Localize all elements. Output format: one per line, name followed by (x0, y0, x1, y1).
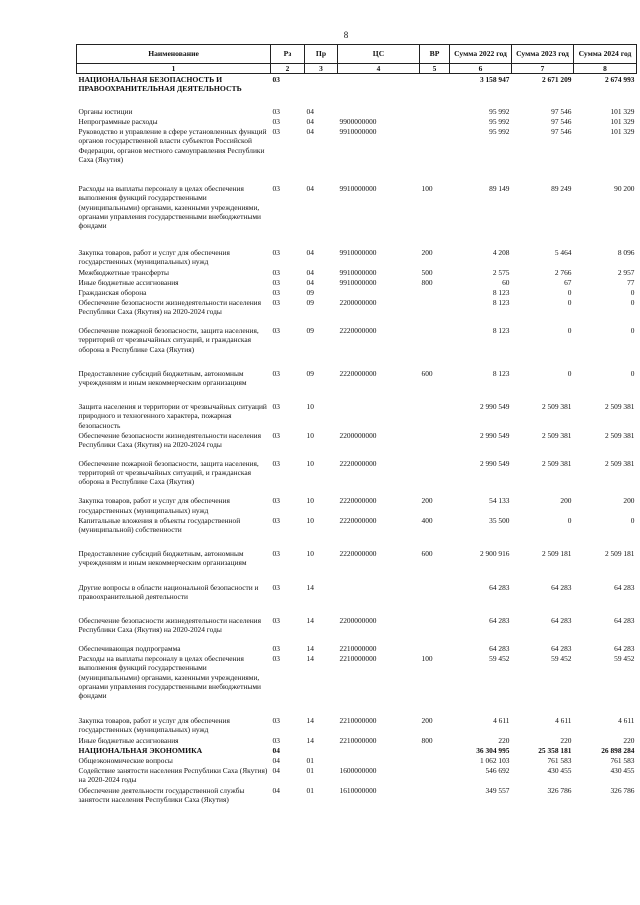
row-rz: 03 (272, 515, 280, 525)
row-sum-2023: 5 464 (554, 248, 572, 258)
row-sum-2023: 89 249 (551, 184, 572, 194)
row-vr (420, 106, 450, 116)
row-cs: 2200000000 (339, 616, 377, 625)
table-row (77, 401, 637, 430)
row-cs: 2220000000 (339, 326, 377, 336)
column-number: 2 (271, 64, 305, 74)
row-spacer (77, 700, 637, 715)
row-spacer (77, 94, 637, 106)
row-rz: 03 (272, 75, 280, 85)
row-cs: 2220000000 (339, 515, 377, 525)
row-cs: 9910000000 (339, 277, 377, 287)
row-sum-2023: 64 283 (551, 644, 572, 653)
row-rz: 03 (272, 716, 280, 726)
row-sum-2024: 200 (623, 496, 635, 506)
row-vr (420, 582, 450, 601)
row-vr (420, 765, 450, 784)
row-sum-2024: 326 786 (610, 785, 635, 795)
header-sum-2022: Сумма 2022 год (450, 45, 512, 64)
row-name: Обеспечение пожарной безопасности, защита населения, территорий от чрезвычайных ситуаций, и гражданская оборона в Республике Саха (Якутия) (78, 326, 259, 354)
row-vr (420, 126, 450, 164)
row-cs (338, 287, 420, 297)
row-name: Предоставление субсидий бюджетным, автономным учреждениям и иным некоммерческим организациям (78, 549, 247, 568)
table-row (77, 653, 637, 700)
row-pr: 04 (306, 277, 314, 287)
row-pr: 09 (306, 368, 314, 378)
row-pr: 10 (306, 515, 314, 525)
table-row (77, 458, 637, 487)
row-sum-2024: 77 (627, 277, 635, 287)
row-rz: 03 (272, 644, 280, 653)
row-sum-2022: 95 992 (489, 127, 510, 137)
row-name: Обеспечение безопасности жизнедеятельности населения Республики Саха (Якутия) на 2020-2024 годы (78, 616, 262, 635)
column-number: 3 (305, 64, 338, 74)
row-sum-2024: 101 329 (610, 116, 635, 126)
row-sum-2023: 64 283 (551, 582, 572, 592)
header-row (77, 45, 637, 64)
row-sum-2023: 220 (560, 735, 572, 745)
row-vr (420, 287, 450, 297)
row-sum-2024: 0 (630, 368, 635, 378)
row-sum-2024: 101 329 (610, 106, 635, 116)
row-cs (338, 745, 420, 755)
table-row (77, 368, 637, 387)
table-row (77, 106, 637, 116)
row-sum-2022: 89 149 (489, 184, 510, 194)
table-row (77, 755, 637, 765)
row-sum-2022: 54 133 (489, 496, 510, 506)
row-name: Руководство и управление в сфере установленных функций органов государственной власти субъектов Российской Федерации, органов местного самоуправления Республики Саха (Якутия) (78, 127, 267, 164)
row-cs: 2220000000 (339, 368, 377, 378)
row-pr (305, 74, 338, 94)
row-vr: 200 (421, 496, 433, 506)
row-sum-2023: 2 671 209 (541, 75, 572, 85)
row-sum-2022: 95 992 (489, 116, 510, 126)
row-pr: 14 (306, 716, 314, 726)
row-pr: 14 (306, 735, 314, 745)
row-sum-2023: 0 (567, 298, 572, 308)
row-spacer (77, 387, 637, 401)
header-sum-2023: Сумма 2023 год (512, 45, 574, 64)
spacer-cell (77, 601, 637, 615)
row-name: Закупка товаров, работ и услуг для обеспечения государственных (муниципальных) нужд (78, 716, 230, 735)
row-name: Обеспечение безопасности жизнедеятельности населения Республики Саха (Якутия) на 2020-2024 годы (78, 298, 262, 317)
row-sum-2023: 64 283 (551, 616, 572, 625)
row-spacer (77, 354, 637, 368)
row-vr (420, 116, 450, 126)
table-row (77, 715, 637, 734)
row-sum-2024: 220 (623, 735, 635, 745)
spacer-cell (77, 230, 637, 247)
row-rz: 03 (272, 116, 280, 126)
row-cs (338, 401, 420, 430)
row-vr: 200 (421, 248, 433, 258)
table-row (77, 287, 637, 297)
row-pr: 14 (306, 644, 314, 653)
table-row (77, 495, 637, 514)
spacer-cell (77, 94, 637, 106)
row-cs: 2210000000 (339, 735, 377, 745)
row-rz: 03 (272, 368, 280, 378)
row-cs: 9900000000 (339, 116, 377, 126)
row-vr: 600 (421, 368, 433, 378)
row-sum-2024: 430 455 (610, 766, 635, 776)
row-spacer (77, 534, 637, 548)
row-sum-2024: 0 (630, 515, 635, 525)
row-sum-2023: 200 (560, 496, 572, 506)
row-rz: 04 (272, 756, 280, 766)
row-vr (420, 401, 450, 430)
row-vr (420, 643, 450, 653)
row-name: Обеспечивающая подпрограмма (78, 644, 181, 653)
row-sum-2022: 1 062 103 (479, 756, 510, 766)
header-vr: ВР (420, 45, 450, 64)
row-sum-2023: 2 509 381 (541, 402, 572, 412)
row-pr: 04 (306, 116, 314, 126)
row-sum-2022: 35 500 (489, 515, 510, 525)
row-rz: 04 (272, 785, 280, 795)
row-rz: 03 (272, 326, 280, 336)
row-sum-2022: 8 123 (492, 298, 510, 308)
row-sum-2022: 2 990 549 (479, 430, 510, 440)
row-name: Общеэкономические вопросы (78, 756, 173, 766)
row-vr (420, 297, 450, 325)
row-vr: 200 (421, 716, 433, 726)
row-pr: 09 (306, 298, 314, 308)
spacer-cell (77, 700, 637, 715)
column-number: 5 (420, 64, 450, 74)
row-sum-2024: 0 (630, 326, 635, 336)
row-sum-2024: 2 509 181 (604, 549, 635, 559)
spacer-cell (77, 534, 637, 548)
row-pr: 14 (306, 582, 314, 592)
row-sum-2023: 2 509 181 (541, 549, 572, 559)
table-row (77, 116, 637, 126)
spacer-cell (77, 164, 637, 183)
row-cs: 2220000000 (339, 496, 377, 506)
row-sum-2024: 2 509 381 (604, 402, 635, 412)
row-cs: 9910000000 (339, 248, 377, 258)
row-sum-2024: 90 200 (614, 184, 635, 194)
row-pr: 10 (306, 402, 314, 412)
spacer-cell (77, 568, 637, 582)
header-rz: Рз (271, 45, 305, 64)
row-pr: 01 (306, 766, 314, 776)
row-cs: 2200000000 (339, 298, 377, 308)
row-name: НАЦИОНАЛЬНАЯ ЭКОНОМИКА (78, 745, 203, 755)
row-pr: 04 (306, 106, 314, 116)
row-cs (338, 582, 420, 601)
row-sum-2023: 2 509 381 (541, 458, 572, 468)
row-sum-2024: 4 611 (618, 716, 635, 726)
row-vr (420, 615, 450, 643)
row-sum-2022: 8 123 (492, 287, 510, 297)
row-spacer (77, 601, 637, 615)
row-vr: 500 (421, 267, 433, 277)
row-name: Обеспечение деятельности государственной службы занятости населения Республики Саха (Якутия) (78, 785, 245, 804)
row-name: Капитальные вложения в объекты государственной (муниципальной) собственности (78, 515, 241, 534)
row-cs: 1600000000 (339, 766, 377, 776)
column-number: 4 (338, 64, 420, 74)
row-rz: 03 (272, 277, 280, 287)
row-pr: 09 (306, 287, 314, 297)
row-sum-2024: 0 (630, 298, 635, 308)
row-pr: 04 (306, 267, 314, 277)
row-sum-2024: 0 (630, 287, 635, 297)
row-name: Содействие занятости населения Республики Саха (Якутия) на 2020-2024 годы (78, 766, 268, 785)
spacer-cell (77, 486, 637, 495)
row-name: Расходы на выплаты персоналу в целах обеспечения выполнения функций государственными (муниципальными) органами, казенными учреждениями, органами управления государственными внебюджетными фондами (78, 654, 261, 701)
row-sum-2022: 64 283 (489, 616, 510, 625)
row-sum-2024: 26 898 284 (601, 745, 635, 755)
row-sum-2022: 64 283 (489, 644, 510, 653)
row-vr (420, 458, 450, 487)
row-sum-2024: 101 329 (610, 127, 635, 137)
row-sum-2024: 2 957 (617, 267, 635, 277)
row-sum-2022: 95 992 (489, 106, 510, 116)
column-number: 7 (512, 64, 574, 74)
table-row (77, 267, 637, 277)
budget-table (76, 44, 637, 804)
header-sum-2024: Сумма 2024 год (574, 45, 637, 64)
row-rz: 03 (272, 496, 280, 506)
row-vr (420, 755, 450, 765)
row-cs: 2210000000 (339, 654, 377, 664)
row-rz: 03 (272, 735, 280, 745)
row-sum-2022: 2 575 (492, 267, 510, 277)
row-sum-2023: 0 (567, 287, 572, 297)
column-number: 8 (574, 64, 637, 74)
row-sum-2024: 64 283 (614, 616, 635, 625)
row-cs: 2210000000 (339, 644, 377, 653)
row-spacer (77, 568, 637, 582)
row-sum-2023: 430 455 (547, 766, 572, 776)
table-row (77, 735, 637, 745)
row-rz: 03 (272, 267, 280, 277)
row-spacer (77, 164, 637, 183)
row-name: Непрограммные расходы (78, 116, 158, 126)
row-pr: 01 (306, 785, 314, 795)
table-row (77, 325, 637, 354)
row-pr: 14 (306, 616, 314, 625)
table-row (77, 643, 637, 653)
row-sum-2024: 8 096 (617, 248, 635, 258)
row-sum-2023: 326 786 (547, 785, 572, 795)
row-vr (420, 785, 450, 804)
row-name: Закупка товаров, работ и услуг для обеспечения государственных (муниципальных) нужд (78, 496, 230, 515)
row-rz: 03 (272, 248, 280, 258)
row-vr (420, 745, 450, 755)
row-cs: 2200000000 (339, 430, 377, 440)
spacer-cell (77, 387, 637, 401)
row-sum-2023: 0 (567, 326, 572, 336)
row-sum-2022: 2 990 549 (479, 402, 510, 412)
row-sum-2024: 2 509 381 (604, 458, 635, 468)
row-pr: 01 (306, 756, 314, 766)
row-cs (338, 74, 420, 94)
row-sum-2023: 59 452 (551, 654, 572, 664)
row-name: Обеспечение безопасности жизнедеятельности населения Республики Саха (Якутия) на 2020-2024 годы (78, 430, 262, 449)
row-name: Иные бюджетные ассигнования (78, 277, 179, 287)
column-number: 6 (450, 64, 512, 74)
row-cs: 9910000000 (339, 267, 377, 277)
table-row (77, 582, 637, 601)
row-rz: 03 (272, 298, 280, 308)
table-row (77, 615, 637, 643)
row-pr: 10 (306, 549, 314, 559)
row-sum-2023: 97 546 (551, 116, 572, 126)
row-name: Защита населения и территории от чрезвычайных ситуаций природного и техногенного характера, пожарная безопасность (78, 402, 267, 430)
row-sum-2022: 4 611 (493, 716, 510, 726)
row-sum-2022: 36 304 995 (476, 745, 510, 755)
table-row (77, 548, 637, 567)
row-pr: 14 (306, 654, 314, 664)
table-row (77, 765, 637, 784)
row-sum-2022: 59 452 (489, 654, 510, 664)
row-vr: 800 (421, 735, 433, 745)
row-sum-2022: 220 (498, 735, 510, 745)
row-pr: 04 (306, 184, 314, 194)
row-rz: 03 (272, 287, 280, 297)
row-sum-2023: 67 (564, 277, 572, 287)
row-rz: 03 (272, 616, 280, 625)
row-name: Расходы на выплаты персоналу в целах обеспечения выполнения функций государственными (муниципальными) органами, казенными учреждениями, органами управления государственными внебюджетными фондами (78, 184, 261, 230)
row-cs: 2210000000 (339, 716, 377, 726)
row-name: НАЦИОНАЛЬНАЯ БЕЗОПАСНОСТЬ И ПРАВООХРАНИТЕЛЬНАЯ ДЕЯТЕЛЬНОСТЬ (78, 75, 242, 94)
row-name: Закупка товаров, работ и услуг для обеспечения государственных (муниципальных) нужд (78, 248, 230, 267)
row-vr (420, 74, 450, 94)
row-vr (420, 430, 450, 458)
table-row (77, 126, 637, 164)
row-cs: 9910000000 (339, 184, 377, 194)
header-cs: ЦС (338, 45, 420, 64)
row-sum-2022: 8 123 (492, 368, 510, 378)
row-sum-2024: 64 283 (614, 582, 635, 592)
column-number-row (77, 64, 637, 74)
row-sum-2023: 2 766 (554, 267, 572, 277)
row-vr: 600 (421, 549, 433, 559)
row-sum-2022: 546 692 (485, 766, 510, 776)
table-body (77, 74, 637, 804)
row-name: Обеспечение пожарной безопасности, защита населения, территорий от чрезвычайных ситуаций, и гражданская оборона в Республике Саха (Якутия) (78, 458, 259, 487)
table-row (77, 297, 637, 325)
row-pr: 04 (306, 248, 314, 258)
row-spacer (77, 486, 637, 495)
row-cs: 9910000000 (339, 127, 377, 137)
row-rz: 03 (272, 458, 280, 468)
row-cs: 1610000000 (339, 785, 377, 795)
row-spacer (77, 230, 637, 247)
row-cs (338, 755, 420, 765)
row-pr: 04 (306, 127, 314, 137)
spacer-cell (77, 354, 637, 368)
table-row (77, 74, 637, 94)
column-number: 1 (77, 64, 271, 74)
row-name: Гражданская оборона (78, 287, 147, 297)
row-name: Межбюджетные трансферты (78, 267, 169, 277)
row-rz: 04 (272, 766, 280, 776)
row-sum-2023: 0 (567, 368, 572, 378)
row-cs (338, 106, 420, 116)
table-row (77, 183, 637, 230)
row-name: Иные бюджетные ассигнования (78, 735, 179, 745)
row-cs: 2220000000 (339, 458, 377, 468)
row-sum-2023: 0 (567, 515, 572, 525)
row-sum-2023: 97 546 (551, 106, 572, 116)
header-name: Наименование (77, 45, 271, 64)
row-rz: 04 (272, 745, 280, 755)
row-pr: 09 (306, 326, 314, 336)
row-sum-2023: 2 509 381 (541, 430, 572, 440)
row-vr: 800 (421, 277, 433, 287)
row-rz: 03 (272, 184, 280, 194)
row-sum-2023: 25 358 181 (538, 745, 572, 755)
row-cs: 2220000000 (339, 549, 377, 559)
table-row (77, 745, 637, 755)
row-vr: 400 (421, 515, 433, 525)
header-pr: Пр (305, 45, 338, 64)
row-sum-2023: 761 583 (547, 756, 572, 766)
row-name: Другие вопросы в области национальной безопасности и правоохранительной деятельности (78, 582, 259, 601)
row-sum-2022: 8 123 (492, 326, 510, 336)
page-number: 8 (343, 30, 349, 40)
row-rz: 03 (272, 549, 280, 559)
row-sum-2024: 2 674 993 (604, 75, 635, 85)
row-sum-2023: 4 611 (555, 716, 572, 726)
row-sum-2024: 59 452 (614, 654, 635, 664)
row-sum-2022: 60 (502, 277, 510, 287)
row-rz: 03 (272, 582, 280, 592)
row-pr: 10 (306, 430, 314, 440)
row-sum-2022: 3 158 947 (479, 75, 510, 85)
row-name: Предоставление субсидий бюджетным, автономным учреждениям и иным некоммерческим организациям (78, 368, 247, 387)
row-pr: 10 (306, 496, 314, 506)
row-rz: 03 (272, 654, 280, 664)
row-pr (305, 745, 338, 755)
table-row (77, 515, 637, 534)
row-rz: 03 (272, 402, 280, 412)
row-sum-2022: 64 283 (489, 582, 510, 592)
row-vr: 100 (421, 654, 433, 664)
row-sum-2023: 97 546 (551, 127, 572, 137)
row-sum-2022: 349 557 (485, 785, 510, 795)
row-sum-2022: 2 900 916 (479, 549, 510, 559)
row-sum-2024: 761 583 (610, 756, 635, 766)
row-vr (420, 325, 450, 354)
table-row (77, 785, 637, 804)
row-sum-2024: 64 283 (614, 644, 635, 653)
table-row (77, 430, 637, 458)
table-row (77, 247, 637, 266)
row-sum-2022: 2 990 549 (479, 458, 510, 468)
table-row (77, 277, 637, 287)
row-sum-2024: 2 509 381 (604, 430, 635, 440)
row-name: Органы юстиции (78, 106, 133, 116)
row-rz: 03 (272, 106, 280, 116)
row-rz: 03 (272, 430, 280, 440)
row-pr: 10 (306, 458, 314, 468)
row-vr: 100 (421, 184, 433, 194)
row-sum-2022: 4 208 (492, 248, 510, 258)
row-rz: 03 (272, 127, 280, 137)
